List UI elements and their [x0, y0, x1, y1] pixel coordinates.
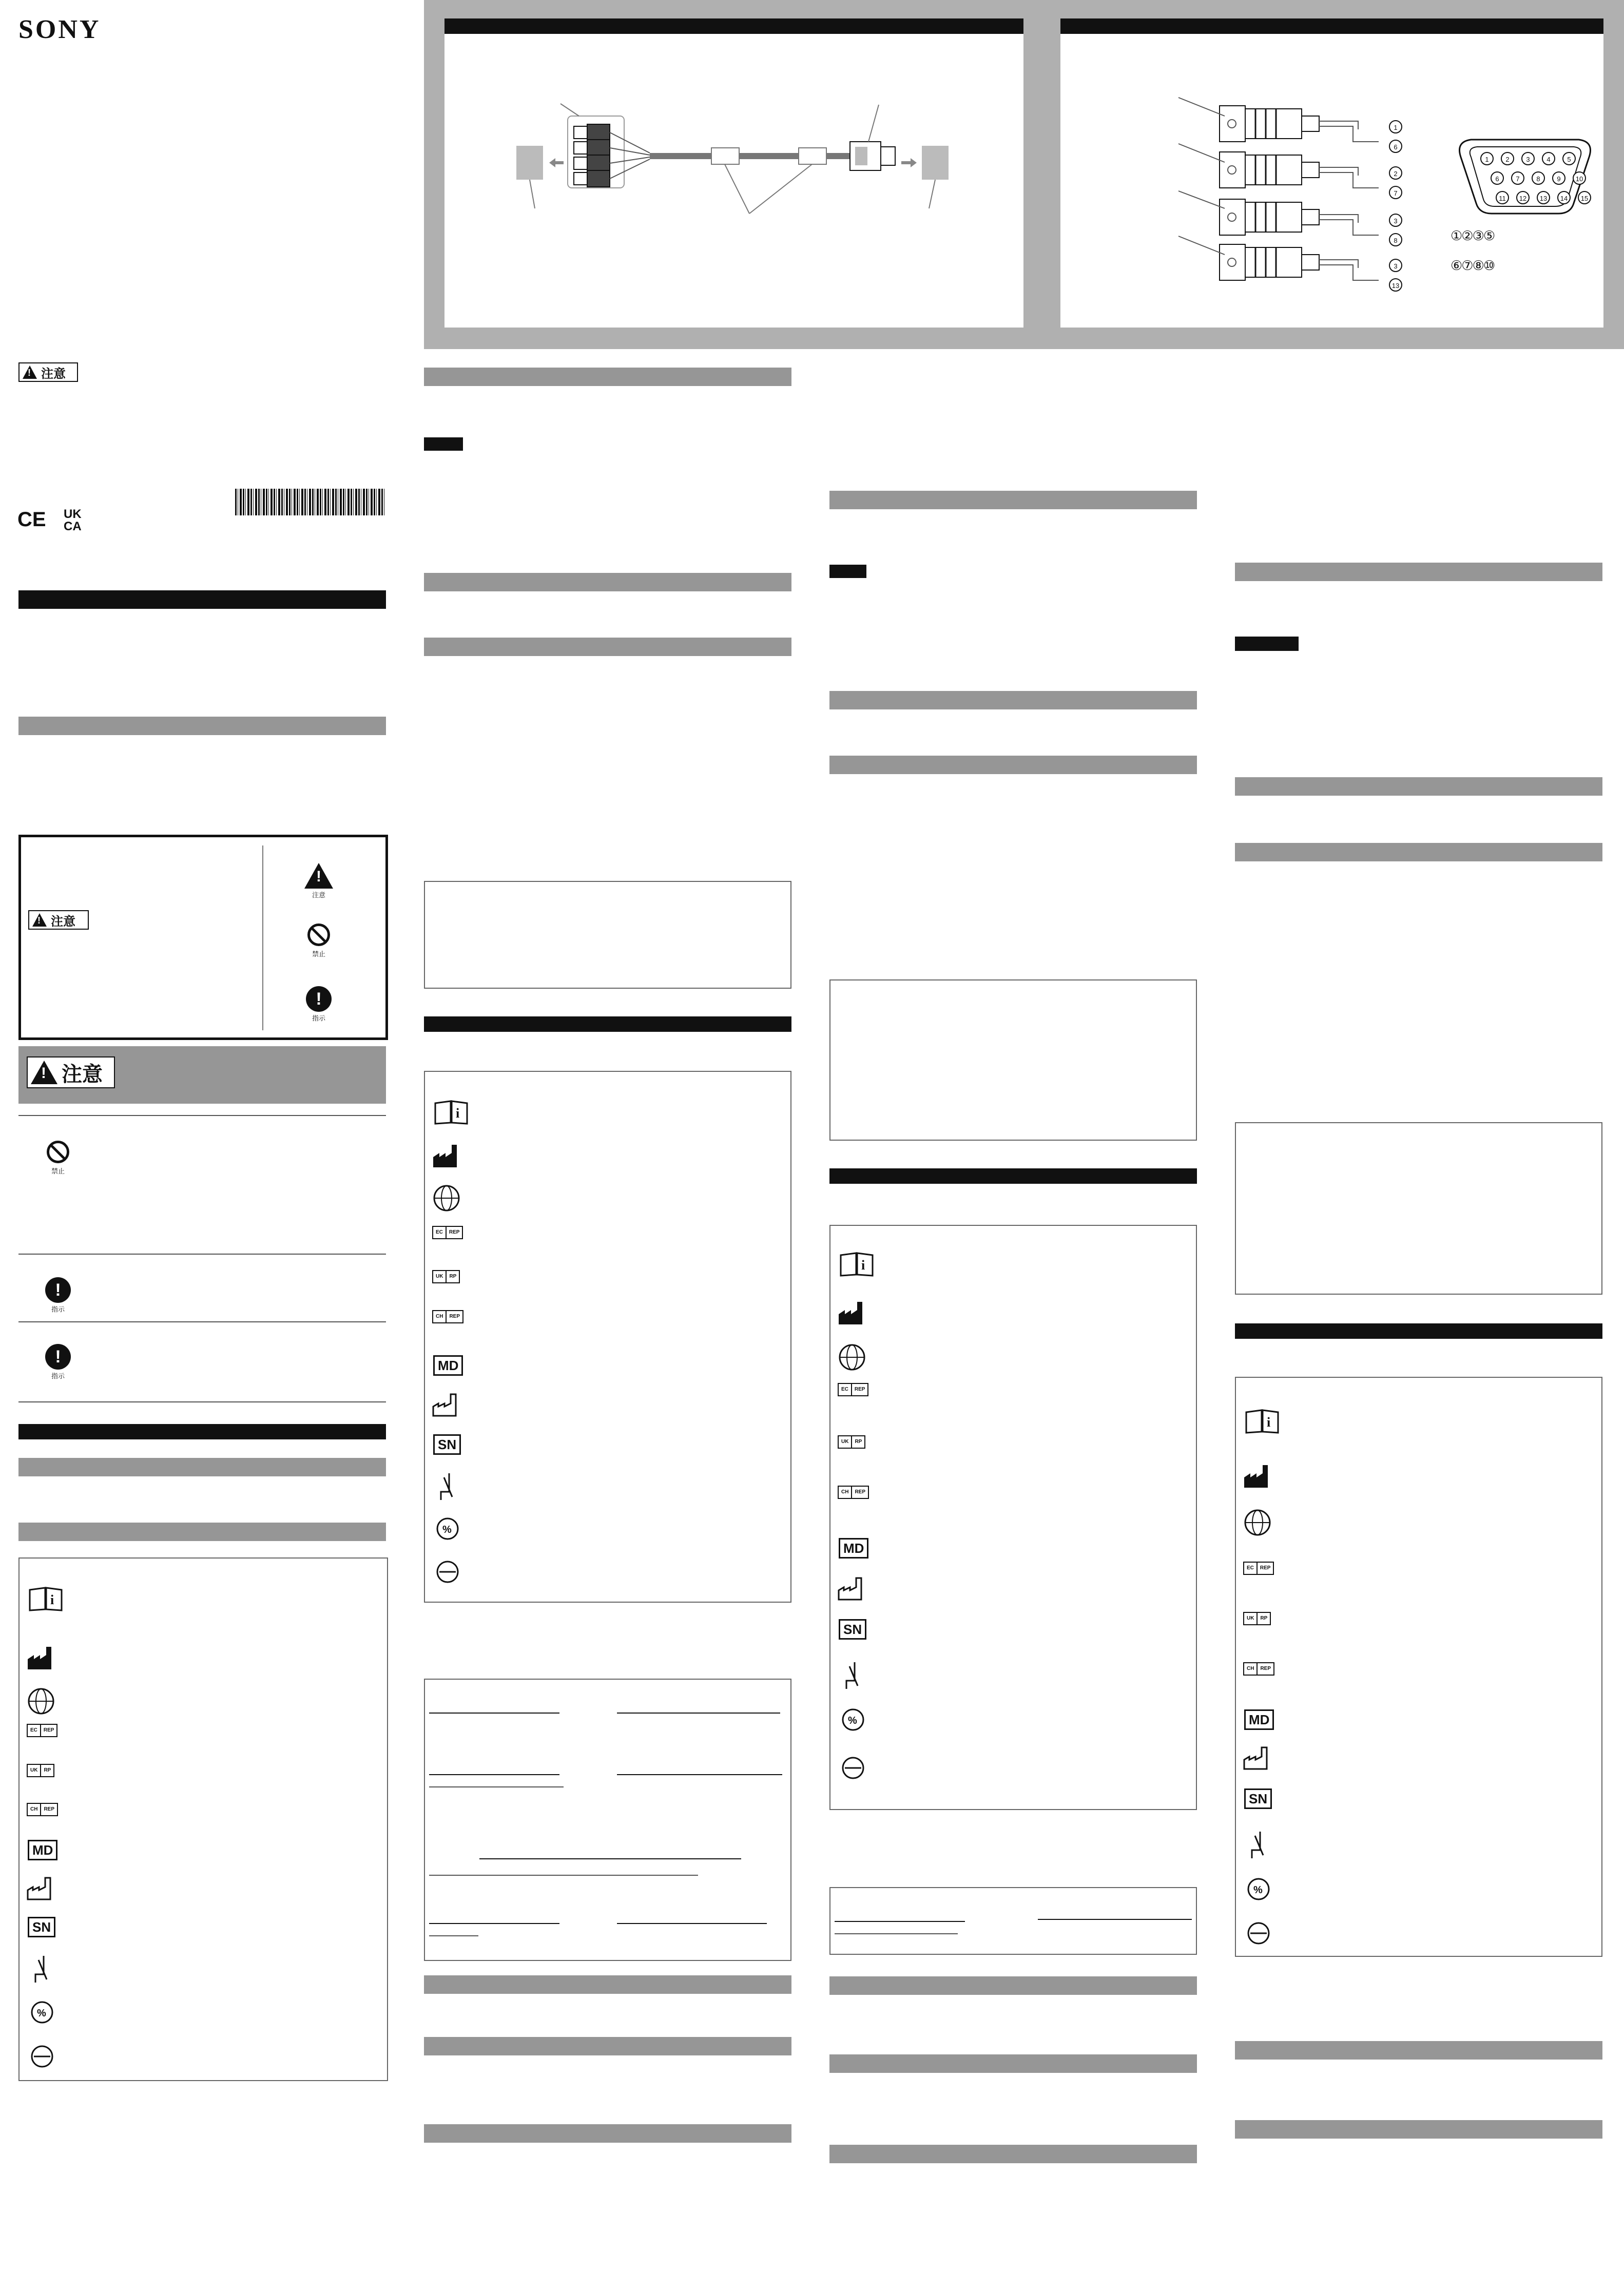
- instruction-item-2: ! 指示: [40, 1344, 76, 1380]
- pin-label: 2: [1389, 166, 1402, 180]
- uk-rep-icon: UK RP: [432, 1270, 460, 1283]
- divider: [18, 1321, 386, 1322]
- humidity-limit-icon: [432, 1514, 463, 1545]
- section-bar-dark: [18, 590, 386, 609]
- rule: [429, 1774, 559, 1775]
- sn-icon: SN: [1244, 1788, 1272, 1809]
- dsub-pin: 11: [1496, 191, 1509, 204]
- manual-info-icon: [1244, 1409, 1280, 1434]
- pin-group-a: ①②③⑤: [1451, 228, 1495, 243]
- rule: [835, 1933, 958, 1934]
- svg-text:i: i: [456, 1106, 460, 1121]
- cable-illustration: [444, 39, 1023, 326]
- section-bar-gray: [18, 1523, 386, 1541]
- md-icon: MD: [839, 1538, 868, 1559]
- pin-label: 3: [1389, 214, 1402, 227]
- section-bar-gray: [829, 756, 1197, 774]
- importer-globe-icon: [1243, 1507, 1274, 1538]
- manual-info-icon: [433, 1100, 469, 1125]
- uk-rep-icon: UK RP: [838, 1435, 865, 1449]
- manufacturer-icon: [432, 1143, 463, 1168]
- date-of-manufacture-icon: [432, 1391, 463, 1417]
- section-bar-gray: [829, 691, 1197, 709]
- prohibited-item: 禁止: [40, 1141, 76, 1176]
- manufacturer-icon: [1243, 1463, 1274, 1489]
- date-of-manufacture-icon: [838, 1575, 868, 1601]
- ch-rep-icon: CH REP: [432, 1310, 463, 1323]
- dsub-pin: 15: [1578, 191, 1591, 204]
- mandatory-action-icon: !: [45, 1344, 71, 1370]
- md-icon: MD: [28, 1840, 57, 1860]
- dsub-pin: 9: [1552, 171, 1565, 185]
- diagram-panel: [424, 0, 1624, 349]
- dsub-pin: 3: [1521, 152, 1535, 165]
- temperature-limit-icon: [29, 1954, 54, 1985]
- barcode: [235, 489, 386, 515]
- importer-globe-icon: [27, 1686, 57, 1717]
- pin-label: 8: [1389, 233, 1402, 246]
- svg-text:%: %: [442, 1524, 452, 1535]
- sn-icon: SN: [839, 1619, 866, 1640]
- ch-rep-icon: CH REP: [27, 1803, 58, 1816]
- symbol-table: [829, 1225, 1197, 1810]
- section-bar-gray: [424, 638, 791, 656]
- temperature-limit-icon: [840, 1660, 865, 1691]
- svg-text:i: i: [861, 1258, 865, 1273]
- manual-info-icon: [28, 1586, 64, 1612]
- ce-mark: CE: [17, 508, 46, 531]
- section-bar-gray: [829, 2145, 1197, 2163]
- prohibition-icon: [47, 1141, 69, 1163]
- ec-rep-icon: EC REP: [1243, 1562, 1274, 1575]
- section-bar-gray: [1235, 563, 1602, 581]
- lang-tab: [424, 437, 463, 451]
- caution-label-small: ! 注意: [18, 362, 78, 382]
- section-bar-dark: [1235, 1323, 1602, 1339]
- dsub-pin: 6: [1491, 171, 1504, 185]
- sn-icon: SN: [28, 1917, 55, 1937]
- date-of-manufacture-icon: [27, 1875, 57, 1900]
- section-bar-dark: [424, 1016, 791, 1032]
- dsub-pin: 2: [1501, 152, 1514, 165]
- pressure-limit-icon: [432, 1556, 463, 1587]
- diagram-title-bar: [444, 18, 1023, 34]
- sn-icon: SN: [433, 1434, 461, 1455]
- pin-label: 3: [1389, 259, 1402, 272]
- ec-rep-icon: EC REP: [432, 1226, 463, 1239]
- rule: [617, 1713, 780, 1714]
- ec-rep-icon: EC REP: [27, 1724, 57, 1737]
- temperature-limit-icon: [1245, 1830, 1271, 1860]
- contact-table: [829, 1887, 1197, 1955]
- rule: [479, 1858, 741, 1859]
- manual-info-icon: [839, 1252, 875, 1277]
- dsub-pin: 13: [1537, 191, 1550, 204]
- temperature-limit-icon: [434, 1471, 460, 1502]
- instruction-item-1: ! 指示: [40, 1277, 76, 1314]
- section-bar-gray: [18, 1458, 386, 1476]
- legend-caution-symbol: ! 注意: [298, 863, 339, 899]
- dsub-pin: 7: [1511, 171, 1524, 185]
- lang-tab: [829, 565, 866, 578]
- section-bar-dark: [829, 1168, 1197, 1184]
- symbol-table: [1235, 1377, 1602, 1957]
- humidity-limit-icon: [27, 1998, 57, 2029]
- legend-divider: [262, 845, 263, 1030]
- humidity-limit-icon: [1243, 1875, 1274, 1906]
- rule: [1038, 1919, 1192, 1920]
- section-bar-gray: [829, 1976, 1197, 1995]
- caution-header-bar: [18, 1046, 386, 1104]
- md-icon: MD: [433, 1355, 463, 1376]
- md-icon: MD: [1244, 1709, 1274, 1730]
- warning-triangle-icon: [23, 366, 37, 379]
- mandatory-action-icon: !: [45, 1277, 71, 1303]
- legend-prohibited-symbol: 禁止: [298, 924, 339, 958]
- section-bar-gray: [424, 2124, 791, 2143]
- ch-rep-icon: CH REP: [838, 1486, 869, 1499]
- pin-label: 13: [1389, 278, 1402, 292]
- dsub-pin: 8: [1532, 171, 1545, 185]
- divider: [18, 1254, 386, 1255]
- note-box: [424, 881, 791, 989]
- warning-triangle-icon: [32, 913, 47, 927]
- section-bar-gray: [424, 573, 791, 591]
- uk-rep-icon: UK RP: [1243, 1612, 1271, 1625]
- pressure-limit-icon: [838, 1753, 868, 1783]
- section-bar-gray: [829, 491, 1197, 509]
- dsub-pin: 10: [1573, 171, 1586, 185]
- section-bar-gray: [424, 1975, 791, 1994]
- uk-rep-icon: UK RP: [27, 1764, 54, 1777]
- note-box: [829, 979, 1197, 1141]
- pin-diagram-title-bar: [1060, 18, 1603, 34]
- rule: [429, 1713, 559, 1714]
- section-bar-gray: [1235, 2041, 1602, 2060]
- svg-text:%: %: [37, 2008, 46, 2019]
- pin-diagram: [1060, 18, 1603, 328]
- pressure-limit-icon: [1243, 1918, 1274, 1949]
- mandatory-action-icon: !: [306, 986, 332, 1012]
- sony-logo: SONY: [18, 15, 101, 44]
- svg-text:i: i: [1267, 1415, 1271, 1430]
- rule: [429, 1786, 564, 1787]
- warning-triangle-icon: [31, 1061, 57, 1084]
- note-box: [1235, 1122, 1602, 1295]
- section-bar-gray: [424, 2037, 791, 2055]
- dsub-pin: 12: [1516, 191, 1530, 204]
- ukca-mark: UK CA: [64, 507, 82, 533]
- divider: [18, 1401, 386, 1402]
- caution-label-large: ! 注意: [27, 1056, 115, 1088]
- manufacturer-icon: [838, 1300, 868, 1325]
- rule: [617, 1774, 782, 1775]
- rule: [429, 1875, 698, 1876]
- dsub-pin: 1: [1480, 152, 1494, 165]
- date-of-manufacture-icon: [1243, 1744, 1274, 1770]
- cable-diagram: [444, 18, 1023, 328]
- pin-label: 1: [1389, 120, 1402, 133]
- manufacturer-icon: [27, 1645, 57, 1670]
- section-bar-dark: [18, 1424, 386, 1439]
- section-bar-gray: [424, 368, 791, 386]
- dsub-pin: 4: [1542, 152, 1555, 165]
- divider: [18, 1115, 386, 1116]
- warning-triangle-icon: [304, 863, 333, 889]
- rule: [617, 1923, 767, 1924]
- pin-label: 6: [1389, 140, 1402, 153]
- dsub-pin: 5: [1562, 152, 1576, 165]
- pressure-limit-icon: [27, 2041, 57, 2072]
- importer-globe-icon: [432, 1183, 463, 1214]
- pin-label: 7: [1389, 186, 1402, 199]
- section-bar-gray: [829, 2054, 1197, 2073]
- section-bar-gray: [1235, 777, 1602, 796]
- pin-group-b: ⑥⑦⑧⑩: [1451, 258, 1495, 273]
- section-bar-gray: [1235, 843, 1602, 861]
- dsub-pin: 14: [1557, 191, 1571, 204]
- ch-rep-icon: CH REP: [1243, 1662, 1274, 1676]
- safety-legend-box: [18, 835, 388, 1040]
- lang-tab: [1235, 637, 1299, 651]
- prohibition-icon: [307, 924, 330, 946]
- rule: [835, 1921, 965, 1922]
- section-bar-gray: [18, 717, 386, 735]
- svg-text:%: %: [848, 1715, 857, 1726]
- symbol-table: [424, 1071, 791, 1603]
- importer-globe-icon: [838, 1342, 868, 1373]
- svg-text:%: %: [1253, 1884, 1263, 1896]
- contact-table: [424, 1679, 791, 1961]
- section-bar-gray: [1235, 2120, 1602, 2139]
- symbol-table: [18, 1557, 388, 2081]
- rule: [429, 1923, 559, 1924]
- rule: [429, 1935, 478, 1936]
- humidity-limit-icon: [838, 1705, 868, 1736]
- caution-label-legend: ! 注意: [28, 910, 89, 930]
- legend-instruction-symbol: ! 指示: [298, 986, 339, 1023]
- svg-text:i: i: [50, 1592, 54, 1607]
- ec-rep-icon: EC REP: [838, 1383, 868, 1396]
